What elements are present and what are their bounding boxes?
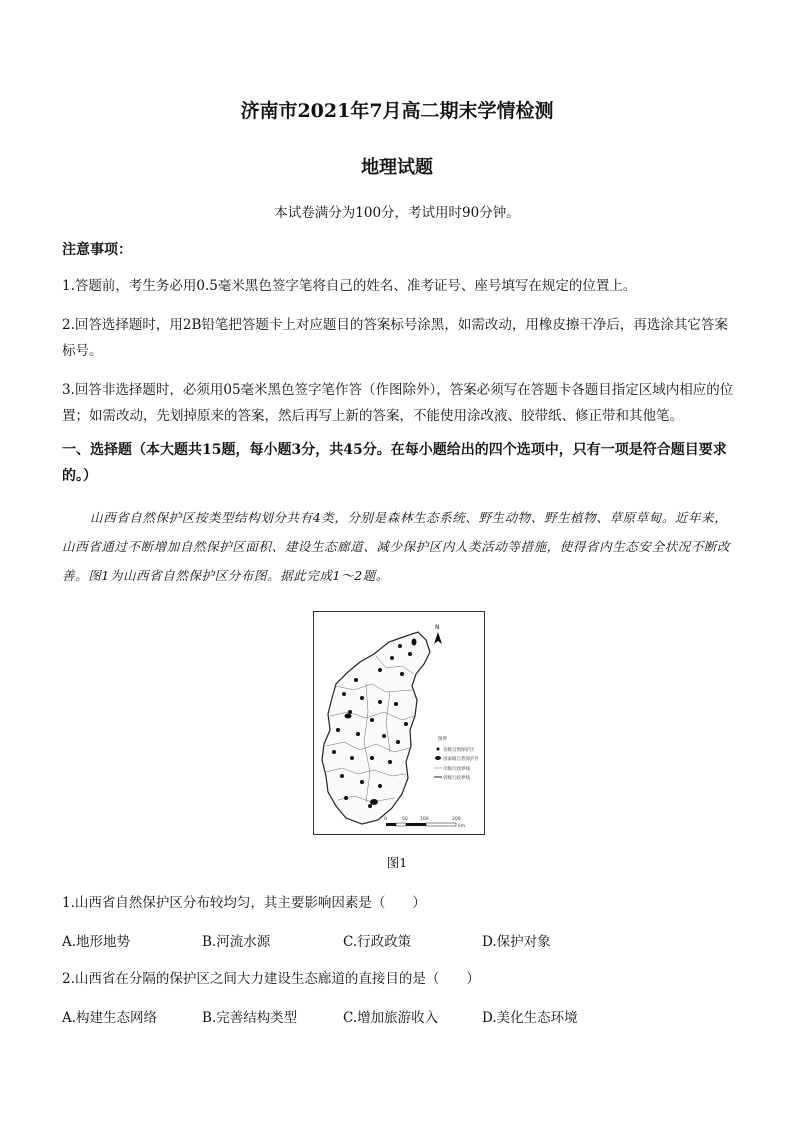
- scale-label: 0: [384, 817, 387, 822]
- scale-bar: [384, 816, 465, 829]
- exam-title: 济南市2021年7月高二期末学情检测: [240, 100, 554, 122]
- notice-item: 2.回答选择题时，用2B铅笔把答题卡上对应题目的答案标号涂黑，如需改动，用橡皮擦干净后，再选涂其它答案标号。: [62, 317, 728, 359]
- passage-text: 山西省自然保护区按类型结构划分共有4类，分别是森林生态系统、野生动物、野生植物、草原草甸。近年来，山西省通过不断增加自然保护区面积、建设生态廊道、减少保护区内人类活动等措施，使得省内生态安全状况不断改善。图1为山西省自然保护区分布图。据此完成1～2题。: [62, 510, 731, 583]
- map-legend: [434, 735, 479, 781]
- question-option: B.完善结构类型: [202, 1010, 298, 1026]
- shanxi-map-figure: [313, 611, 485, 835]
- scale-label: 200: [452, 817, 461, 822]
- legend-title: 图例: [438, 737, 447, 742]
- subject-title: 地理试题: [361, 157, 433, 178]
- exam-info: 本试卷满分为100分，考试用时90分钟。: [274, 205, 520, 221]
- legend-item: 市级行政界线: [443, 767, 470, 772]
- legend-item: 省级自然保护区: [443, 748, 475, 753]
- notice-heading: 注意事项：: [62, 242, 132, 258]
- section-heading: 一、选择题（本大题共15题，每小题3分，共45分。在每小题给出的四个选项中，只有一项是符合题目要求的。）: [62, 442, 727, 484]
- legend-item: 省级行政界线: [443, 776, 470, 781]
- question-option: D.保护对象: [482, 934, 551, 950]
- question-option: C.增加旅游收入: [343, 1010, 439, 1026]
- question-option: D.美化生态环境: [482, 1010, 578, 1026]
- reading-passage: [62, 503, 740, 590]
- scale-unit: km: [458, 824, 465, 829]
- question-stem: 1.山西省自然保护区分布较均匀，其主要影响因素是（ ）: [62, 895, 426, 911]
- scale-label: 100: [420, 817, 429, 822]
- question-option: A.构建生态网络: [62, 1010, 158, 1026]
- question-option: C.行政政策: [343, 934, 412, 950]
- province-outline: [322, 632, 430, 824]
- north-label: N: [435, 624, 440, 631]
- map-image: [314, 612, 484, 834]
- question-option: B.河流水源: [202, 934, 271, 950]
- figure-caption: 图1: [386, 855, 408, 870]
- notice-item: 1.答题前，考生务必用0.5毫米黑色签字笔将自己的姓名、准考证号、座号填写在规定的位置上。: [62, 278, 637, 294]
- question-option: A.地形地势: [62, 934, 131, 950]
- legend-item: 国家级自然保护区: [443, 757, 479, 762]
- question-stem: 2.山西省在分隔的保护区之间大力建设生态廊道的直接目的是（ ）: [62, 971, 480, 987]
- scale-label: 50: [402, 817, 408, 822]
- north-arrow-icon: [434, 624, 442, 644]
- notice-item: 3.回答非选择题时，必须用05毫米黑色签字笔作答（作图除外），答案必须写在答题卡各题目指定区域内相应的位置；如需改动，先划掉原来的答案，然后再写上新的答案，不能使用涂改液、胶带纸、修正带和其他笔。: [62, 382, 734, 424]
